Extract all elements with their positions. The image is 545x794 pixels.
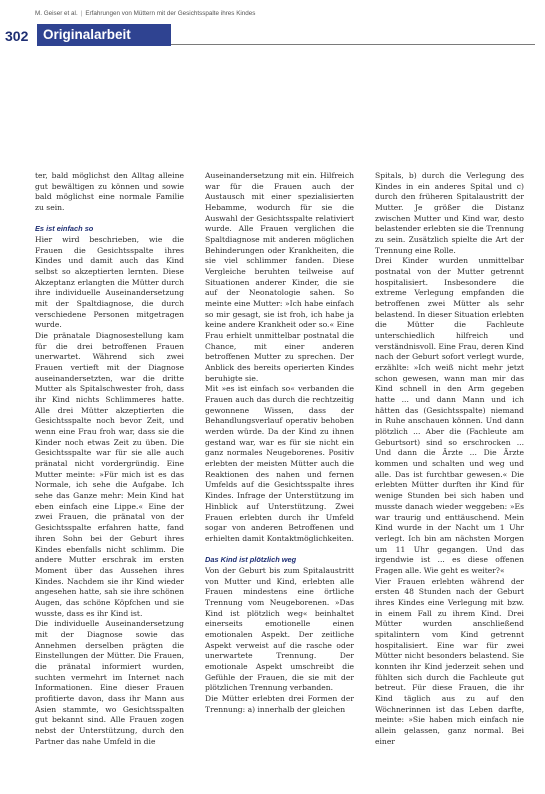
body-paragraph: Mit »es ist einfach so« verbanden die Frauen auch das durch die rechtzeitig gewonnene Wissen, dass der Behandlungsverlauf operativ behoben werden würde. Da der Kind zu ihnen gestand war, war es für sie nicht ein ganz normales Neugeborenes. Positiv erlebten der meisten Mütter auch die Reaktionen des nahen und fernen Umfelds auf die Gesichtsspalte ihres Kindes. Infrage der Unterstützung im Hinblick auf Unterstützung. Zwei Frauen erlebten durch ihr Umfeld sogar von anderen Betroffenen und erhielten damit Kontaktmöglichkeiten. [205,384,354,543]
body-paragraph: Die individuelle Auseinandersetzung mit der Diagnose sowie das Annehmen derselben prägten die Einstellungen der Mütter. Die Frauen, die pränatal informiert wurden, suchten vermehrt im Internet nach Informationen. Eine dieser Frauen profitierte davon, dass ihr Mann aus Asien stammte, wo Gesichtsspalten gut bekannt sind. Alle Frauen zogen nebst der Unterstützung, durch den Partner das nahe Umfeld in die [35,619,184,746]
text-column-3 [375,171,524,787]
section-heading: Es ist einfach so [35,224,94,234]
body-paragraph: Die pränatale Diagnosestellung kam für die drei betroffenen Frauen unerwartet. Während sich zwei Frauen vertieft mit der Diagnose auseinandersetzten, war die dritte Mutter als Spitalschwester froh, dass ihr Kind nichts Schlimmeres hatte. Alle drei Mütter akzeptierten die Gesichtsspalte noch bevor Zeit, und wenn eine Frau froh war, dass sie die Kinder noch etwas Zeit zu üben. Die Gesichtsspalte war für sie alle auch pränatal nicht vordergründig. Eine Mutter meinte: »Für mich ist es das Normale, ich sehe die Aufgabe. Ich sehe das Ganze mehr: Mein Kind hat eben einfach eine Lippe.« Eine der zwei Frauen, die pränatal von der Gesichtsspalte erfahren hatte, fand ihren Sohn bei der Geburt ihres Kindes ebenfalls nicht schlimm. Die andere Mutter erschrak im ersten Moment über das Aussehen ihres Kindes. Nachdem sie ihr Kind wieder angesehen hatte, sah sie ihre schönen Augen, das schöne Köpfchen und sie wusste, dass es ihr Kind ist. [35,331,184,618]
body-paragraph: Vier Frauen erlebten während der ersten 48 Stunden nach der Geburt ihres Kindes eine Verlegung mit bzw. in einem Fall zu ihrem Kind. Drei Mütter wurden anschließend spitalintern vom Kind getrennt hospitalisiert. Eine war für zwei Mütter nicht besonders belastend. Sie konnten ihr Kind jederzeit sehen und fühlten sich durch die Fachleute gut betreut. Für diese Frauen, die ihr Kind täglich aus zu auf den Wöchnerinnen ist das Leben darfte, meinte: »Sie haben mich einfach nie allein gelassen, ganz normal. Bei einer [375,576,524,746]
body-paragraph: Spitals, b) durch die Verlegung des Kindes in ein anderes Spital und c) durch den früheren Spitalaustritt der Mutter. Je größer die Distanz zwischen Mutter und Kind war, desto belastender erlebten sie die Trennung zu sein. Zusätzlich spielte die Art der Trennung eine Rolle. [375,171,524,255]
section-heading: Das Kind ist plötzlich weg [205,555,297,565]
body-paragraph: Die Mütter erlebten drei Formen der Trennung: a) innerhalb der gleichen [205,693,354,714]
section-label: Originalarbeit [37,24,171,46]
body-paragraph: Drei Kinder wurden unmittelbar postnatal von der Mutter getrennt hospitalisiert. Insbesondere die extreme Verlegung empfanden die betroffenen zwei Mütter als sehr belastend. In dieser Situation erlebten die Mütter die Fachleute unterschiedlich hilfreich und verständnisvoll. Eine Frau, deren Kind nach der Geburt sofort verlegt wurde, erzählte: »Ich weiß nicht mehr jetzt schon gewesen, wann man mir das Kind schnell in den Arm gegeben hatte ... und dann Mann und ich hätten das (Gesichtsspalte) niemand in Ruhe anschauen können. Und dann plötzlich ... Aber die (Fachleute am Geburtsort) sind so erschrocken ... Und dann die Ärzte ... Die Ärzte kommen und schalten und weg und alle. Das ist furchtbar gewesen.« Die erlebten Mütter durften ihr Kind für wenige Stunden bei sich haben und musste danach wieder weggeben: »Es war traurig und enttäuschend. Mein Kind wurde in der Nacht um 1 Uhr verlegt. Ich bin am nächsten Morgen um 11 Uhr gegangen. Und das irgendwie ist ... es diese offenen Fragen alle. Wie geht es weiter?« [375,256,524,575]
text-column-2 [205,171,354,787]
paragraph-gap [35,214,184,225]
body-paragraph: Auseinandersetzung mit ein. Hilfreich war für die Frauen auch der Austausch mit einer spezialisierten Hebamme, wodurch für sie die Auswahl der Gesichtsspalte relativiert wurde. Alle Frauen verglichen die Spaltdiagnose mit anderen möglichen Behinderungen oder Krankheiten, die sie viel schlimmer fanden. Diese Vergleiche beruhten teilweise auf Situationen anderer Kinder, die sie auf der Neonatologie sahen. So meinte eine Mutter: »Ich habe einfach so mir gesagt, sie ist froh, ich habe ja keine andere Krankheit oder so.« Eine Frau erhielt unmittelbar postnatal die Chance, mit einer anderen betroffenen Mutter zu sprechen. Der Anblick des bereits operierten Kindes beruhigte sie. [205,171,354,383]
body-paragraph: Hier wird beschrieben, wie die Frauen die Gesichtsspalte ihres Kindes und damit auch das Kind selbst so akzeptierten lernten. Diese Akzeptanz erlangten die Mütter durch ihre individuelle Auseinandersetzung mit der Spaltdiagnose, die durch verschiedene Personen mitgetragen wurde. [35,235,184,330]
body-paragraph: Von der Geburt bis zum Spitalaustritt von Mutter und Kind, erlebten alle Frauen mindestens eine örtliche Trennung vom Neugeborenen. »Das Kind ist plötzlich weg« beinhaltet einerseits emotionelle einen emotionalen Aspekt. Der zeitliche Aspekt verweist auf die rasche oder unerwartete Trennung. Der emotionale Aspekt umschreibt die Gefühle der Frauen, die sie mit der plötzlichen Trennung verbanden. [205,565,354,693]
body-paragraph: ter, bald möglichst den Alltag alleine gut bewältigen zu können und sowie bald möglichst eine normale Familie zu sein. [35,171,184,213]
running-head-title: Erfahrungen von Müttern mit der Gesichtsspalte ihres Kindes [85,10,256,17]
running-head-separator: | [80,10,83,17]
page-number: 302 [5,28,29,44]
header-rule [171,44,535,45]
paragraph-gap [205,545,354,556]
running-head [35,10,255,17]
text-column-1 [35,171,184,787]
running-head-authors: M. Geiser et al. [35,10,78,17]
